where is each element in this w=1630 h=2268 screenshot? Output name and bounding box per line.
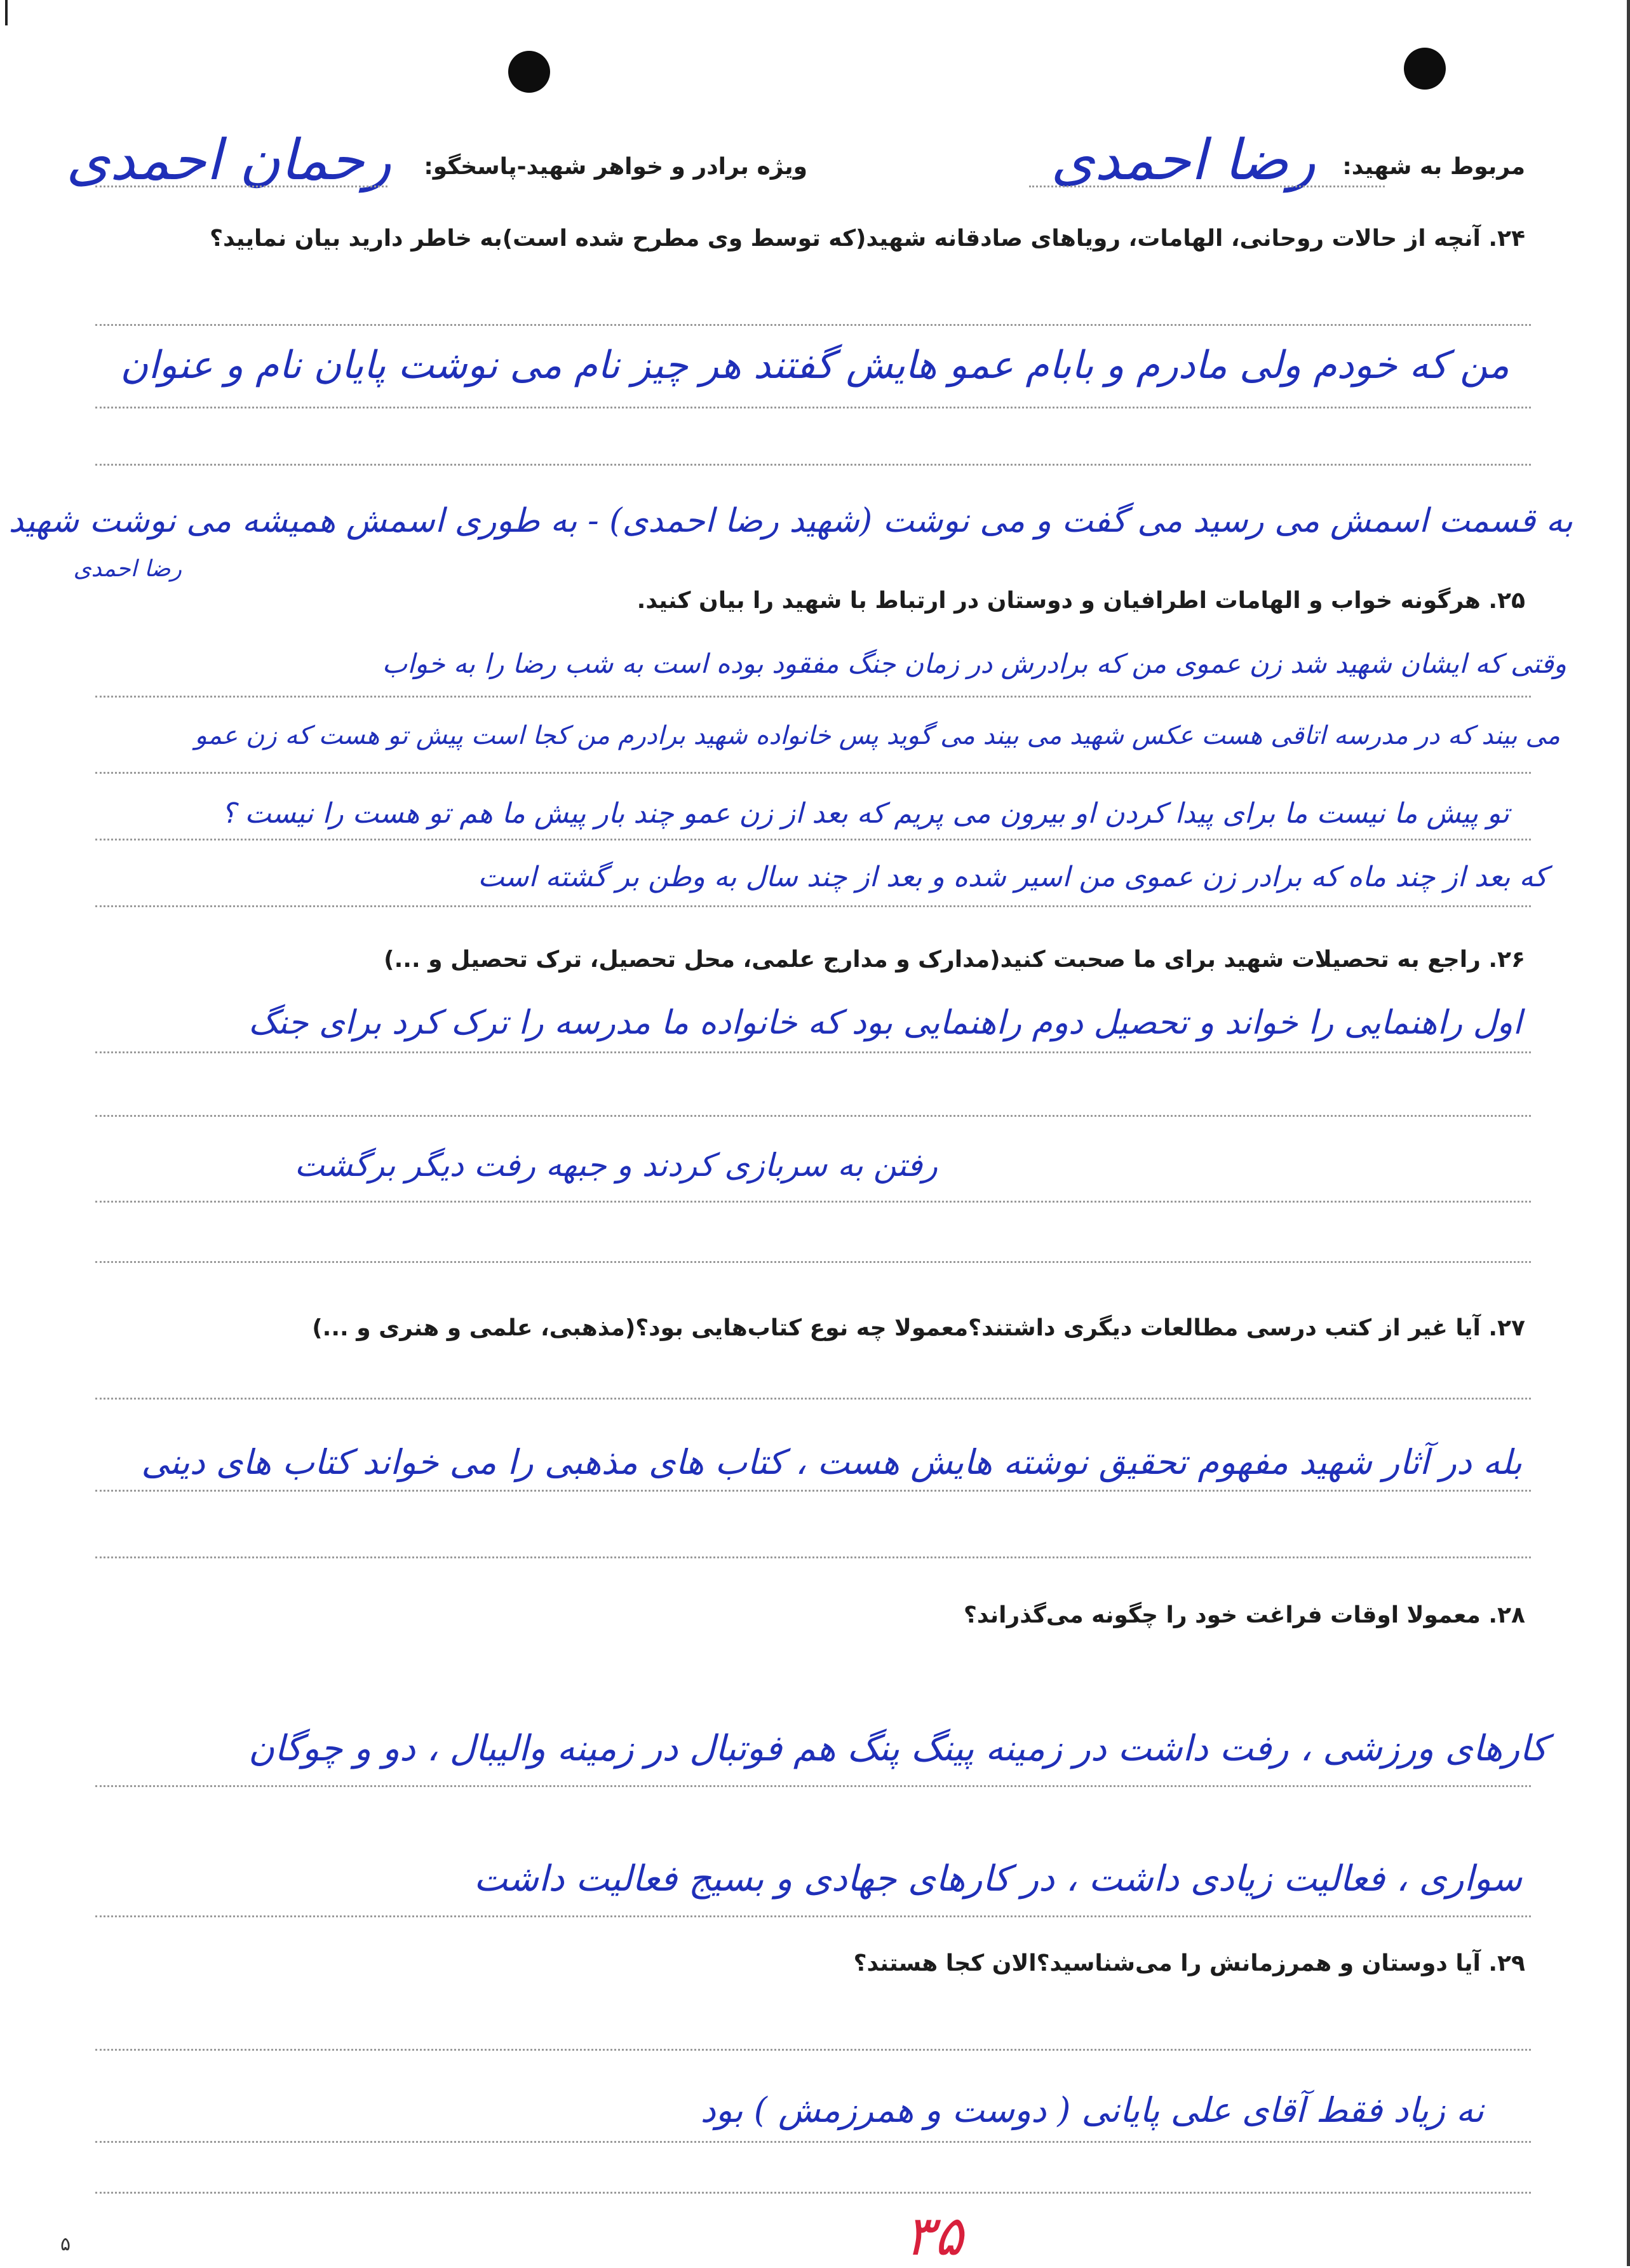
question-27	[312, 1315, 1525, 1341]
question-24	[210, 226, 1525, 252]
answer-line	[95, 1556, 1531, 1558]
answer-28-line-1: کارهای ورزشی ، رفت داشت در زمینه پینگ پنگ هم فوتبال در زمینه والیبال ، دو و چوگان	[248, 1728, 1547, 1769]
answer-line	[95, 1785, 1531, 1787]
question-26-number: ۲۶.	[1488, 947, 1525, 973]
question-28-text: معمولا اوقات فراغت خود را چگونه می‌گذراند؟	[963, 1602, 1481, 1628]
binder-hole-left	[508, 51, 550, 93]
answer-24-line-1: من که خودم ولی مادرم و بابام عمو هایش گفتند هر چیز نام می نوشت پایان نام و عنوان	[120, 343, 1509, 388]
question-29-number: ۲۹.	[1488, 1950, 1525, 1976]
question-29-text: آیا دوستان و همرزمانش را می‌شناسید؟الان کجا هستند؟	[853, 1950, 1481, 1976]
answer-line	[95, 1115, 1531, 1117]
question-29	[854, 1950, 1525, 1976]
answer-line	[95, 1490, 1531, 1492]
answer-line	[95, 1398, 1531, 1400]
respondent-name-line	[95, 186, 387, 187]
respondent-label-text: ویژه برادر و خواهر شهید-پاسخگو:	[424, 154, 807, 180]
answer-line	[95, 2141, 1531, 2143]
answer-25-line-1: وقتی که ایشان شهید شد زن عموی من که برادرش در زمان جنگ مفقود بوده است به شب رضا را به خواب	[382, 648, 1566, 679]
answer-line	[95, 1051, 1531, 1053]
answer-25-line-4: که بعد از چند ماه که برادر زن عموی من اسیر شده و بعد از چند سال به وطن بر گشته است	[478, 861, 1547, 893]
answer-26-line-2: رفتن به سربازی کردند و جبهه رفت دیگر برگشت	[294, 1147, 938, 1184]
answer-line	[95, 696, 1531, 698]
answer-line	[95, 772, 1531, 774]
answer-line	[95, 905, 1531, 907]
answer-line	[95, 324, 1531, 326]
question-26	[384, 947, 1525, 973]
martyr-name-line	[1029, 186, 1385, 187]
answer-line	[95, 2049, 1531, 2051]
page-edge-border	[1627, 0, 1630, 2266]
answer-24-line-2: به قسمت اسمش می رسید می گفت و می نوشت (شهید رضا احمدی) - به طوری اسمش همیشه می نوشت شهید	[8, 502, 1573, 540]
question-24-number: ۲۴.	[1488, 226, 1525, 252]
question-24-text: آنچه از حالات روحانی، الهامات، رویاهای صادقانه شهید(که توسط وی مطرح شده است)به خاطر دارید بیان نمایید؟	[210, 226, 1481, 252]
question-27-text: آیا غیر از کتب درسی مطالعات دیگری داشتند؟معمولا چه نوع کتاب‌هایی بود؟(مذهبی، علمی و هنری و ...)	[312, 1315, 1481, 1341]
question-25	[637, 588, 1525, 614]
handwritten-page-number: ۳۵	[904, 2204, 964, 2268]
answer-line	[95, 839, 1531, 840]
binder-hole-right	[1404, 48, 1446, 90]
answer-24-line-3: رضا احمدی	[73, 556, 182, 582]
answer-27-line-1: بله در آثار شهید مفهوم تحقیق نوشته هایش هست ، کتاب های مذهبی را می خواند کتاب های دینی	[141, 1442, 1522, 1482]
answer-25-line-3: تو پیش ما نیست ما برای پیدا کردن او بیرون می پریم که بعد از زن عمو چند بار پیش ما هم تو هست را نیست ؟	[220, 797, 1509, 830]
question-28	[964, 1602, 1525, 1628]
question-25-text: هرگونه خواب و الهامات اطرافیان و دوستان در ارتباط با شهید را بیان کنید.	[637, 588, 1481, 614]
answer-line	[95, 1201, 1531, 1203]
answer-line	[95, 464, 1531, 466]
question-26-text: راجع به تحصیلات شهید برای ما صحبت کنید(مدارک و مدارج علمی، محل تحصیل، ترک تحصیل و ...)	[384, 947, 1481, 973]
answer-line	[95, 1261, 1531, 1263]
answer-line	[95, 1915, 1531, 1917]
martyr-label: مربوط به شهید:	[1342, 154, 1525, 180]
answer-line	[95, 2192, 1531, 2194]
footer-page-number: ۵	[60, 2233, 71, 2255]
answer-26-line-1: اول راهنمایی را خواند و تحصیل دوم راهنمایی بود که خانواده ما مدرسه را ترک کرد برای جنگ	[248, 1004, 1522, 1042]
answer-28-line-2: سواری ، فعالیت زیادی داشت ، در کارهای جهادی و بسیج فعالیت داشت	[474, 1858, 1522, 1900]
scan-edge-mark	[5, 0, 8, 25]
question-27-number: ۲۷.	[1488, 1315, 1525, 1341]
answer-29-line-1: نه زیاد فقط آقای علی پایانی ( دوست و همرزمش ) بود	[700, 2090, 1484, 2130]
question-25-number: ۲۵.	[1488, 588, 1525, 614]
martyr-name-handwritten: رضا احمدی	[1051, 127, 1316, 192]
answer-line	[95, 407, 1531, 408]
answer-25-line-2: می بیند که در مدرسه اتاقی هست عکس شهید می بیند می گوید پس خانواده شهید برادرم من کجا است پیش تو هست که زن عمو	[194, 721, 1560, 750]
question-28-number: ۲۸.	[1488, 1602, 1525, 1628]
respondent-name-handwritten: رحمان احمدی	[66, 127, 391, 192]
